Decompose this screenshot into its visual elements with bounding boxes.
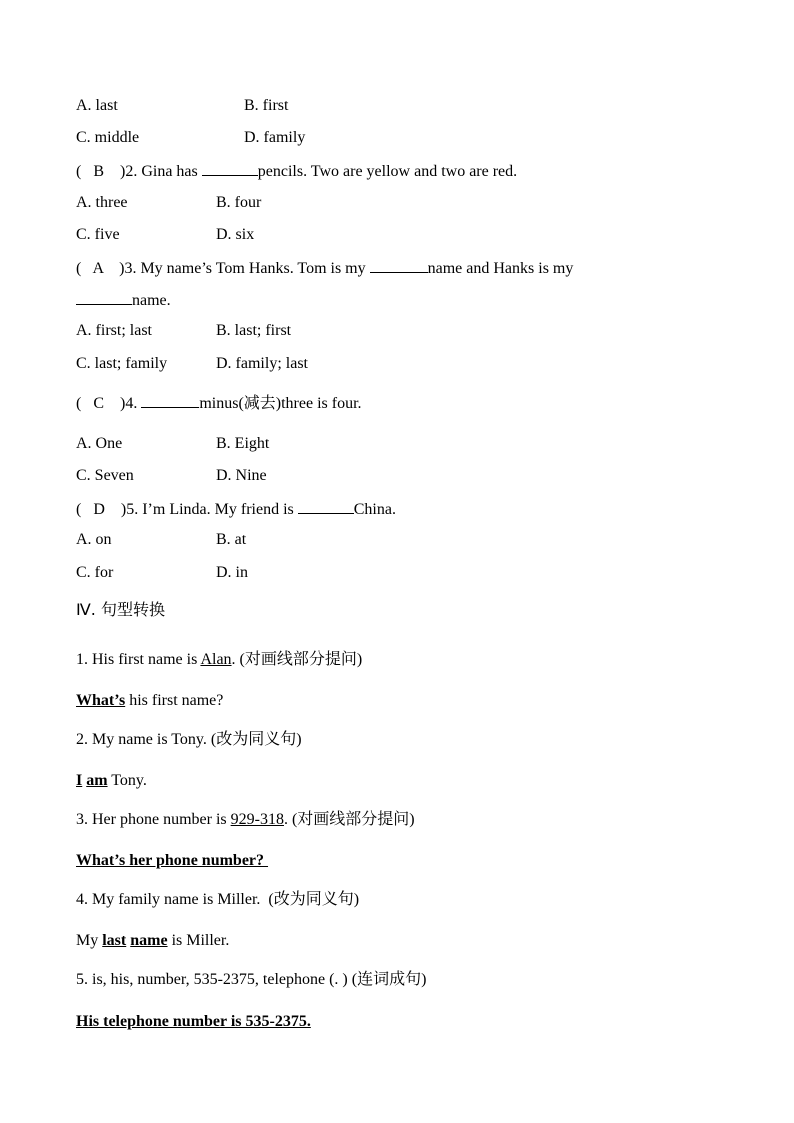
q4-option-c: C. Seven — [76, 467, 134, 484]
blank — [298, 498, 354, 514]
transform-4-answer: My last name is Miller. — [76, 932, 230, 949]
question-3-cont: name. — [76, 289, 171, 311]
transform-5-answer: His telephone number is 535-2375. — [76, 1013, 311, 1030]
blank — [370, 257, 428, 273]
answer-5: D — [93, 501, 105, 518]
question-3: ( A )3. My name’s Tom Hanks. Tom is my name and Hanks is my — [76, 257, 573, 279]
transform-2-answer: I am Tony. — [76, 772, 147, 789]
q5-option-c: C. for — [76, 564, 114, 581]
q2-option-a: A. three — [76, 194, 128, 211]
transform-1-answer: What’s his first name? — [76, 692, 224, 709]
q5-option-d: D. in — [216, 564, 248, 581]
underlined-word: Alan — [200, 651, 232, 668]
q1-option-c: C. middle — [76, 129, 140, 146]
transform-1-question: 1. His first name is Alan. (对画线部分提问) — [76, 651, 363, 668]
q1-option-b: B. first — [244, 97, 289, 114]
q5-option-b: B. at — [216, 531, 247, 548]
q3-option-a: A. first; last — [76, 322, 152, 339]
transform-4-question: 4. My family name is Miller. (改为同义句) — [76, 891, 360, 908]
transform-3-question: 3. Her phone number is 929-318. (对画线部分提问) — [76, 811, 415, 828]
question-2: ( B )2. Gina has pencils. Two are yellow and two are red. — [76, 160, 517, 182]
q1-option-a: A. last — [76, 97, 118, 114]
question-4: ( C )4. minus(减去)three is four. — [76, 392, 362, 414]
underlined-number: 929-318 — [230, 811, 284, 828]
q5-option-a: A. on — [76, 531, 112, 548]
q3-option-c: C. last; family — [76, 355, 168, 372]
q3-option-d: D. family; last — [216, 355, 308, 372]
q1-option-d: D. family — [244, 129, 306, 146]
section-4-title: Ⅳ. 句型转换 — [76, 600, 165, 619]
answer-3: A — [92, 260, 104, 277]
q2-option-b: B. four — [216, 194, 262, 211]
question-5: ( D )5. I’m Linda. My friend is China. — [76, 498, 396, 520]
answer-2: B — [93, 163, 104, 180]
transform-3-answer: What’s her phone number? — [76, 852, 269, 869]
blank — [141, 392, 199, 408]
transform-5-question: 5. is, his, number, 535-2375, telephone (. ) (连词成句) — [76, 971, 427, 988]
q2-option-c: C. five — [76, 226, 120, 243]
answer-4: C — [93, 395, 104, 412]
q4-option-b: B. Eight — [216, 435, 270, 452]
blank — [76, 289, 132, 305]
transform-2-question: 2. My name is Tony. (改为同义句) — [76, 731, 302, 748]
q2-option-d: D. six — [216, 226, 255, 243]
q3-option-b: B. last; first — [216, 322, 292, 339]
q4-option-a: A. One — [76, 435, 123, 452]
blank — [202, 160, 258, 176]
q4-option-d: D. Nine — [216, 467, 267, 484]
